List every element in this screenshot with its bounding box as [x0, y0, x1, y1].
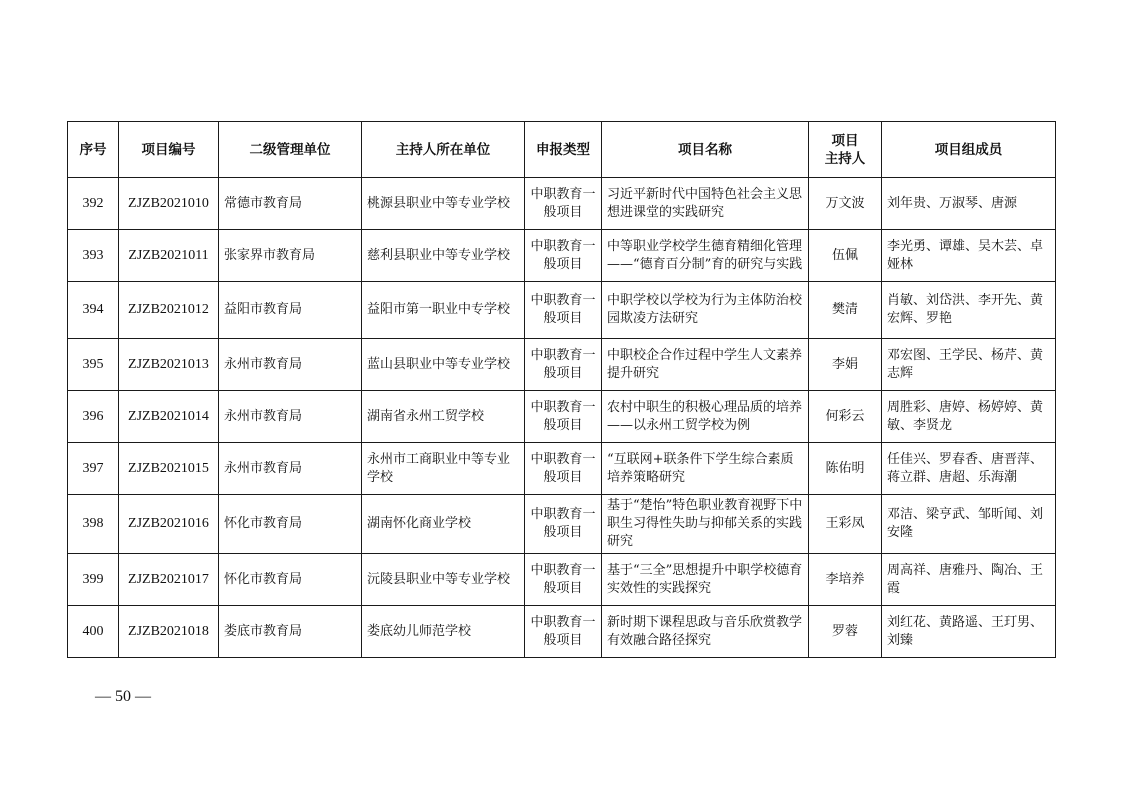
table-row — [68, 606, 1056, 658]
cell-host-unit: 桃源县职业中等专业学校 — [362, 178, 525, 230]
table-row — [68, 443, 1056, 495]
cell-unit: 永州市教育局 — [219, 391, 362, 443]
cell-no: 392 — [68, 178, 119, 230]
cell-members: 邓洁、梁亨武、邹昕闻、刘安隆 — [882, 495, 1056, 554]
cell-host-unit: 蓝山县职业中等专业学校 — [362, 339, 525, 391]
header-members: 项目组成员 — [882, 122, 1056, 178]
cell-host: 王彩凤 — [809, 495, 882, 554]
cell-code: ZJZB2021013 — [119, 339, 219, 391]
cell-type: 中职教育一般项目 — [525, 606, 602, 658]
cell-name: 中职校企合作过程中学生人文素养提升研究 — [602, 339, 809, 391]
cell-name: 基于“楚怡”特色职业教育视野下中职生习得性失助与抑郁关系的实践研究 — [602, 495, 809, 554]
cell-members: 周高祥、唐雅丹、陶冶、王霞 — [882, 554, 1056, 606]
cell-code: ZJZB2021014 — [119, 391, 219, 443]
cell-members: 任佳兴、罗春香、唐晋萍、蒋立群、唐超、乐海潮 — [882, 443, 1056, 495]
cell-no: 393 — [68, 230, 119, 282]
cell-unit: 娄底市教育局 — [219, 606, 362, 658]
header-host: 项目 主持人 — [809, 122, 882, 178]
page-number: — 50 — — [95, 688, 151, 705]
project-table — [67, 121, 1056, 658]
cell-no: 396 — [68, 391, 119, 443]
cell-code: ZJZB2021015 — [119, 443, 219, 495]
cell-type: 中职教育一般项目 — [525, 339, 602, 391]
table-row — [68, 339, 1056, 391]
cell-name: 农村中职生的积极心理品质的培养——以永州工贸学校为例 — [602, 391, 809, 443]
table-row — [68, 391, 1056, 443]
table-row — [68, 230, 1056, 282]
cell-unit: 张家界市教育局 — [219, 230, 362, 282]
table-header-row — [68, 122, 1056, 178]
header-name: 项目名称 — [602, 122, 809, 178]
table-row — [68, 282, 1056, 339]
cell-type: 中职教育一般项目 — [525, 554, 602, 606]
cell-host: 罗蓉 — [809, 606, 882, 658]
table-row — [68, 554, 1056, 606]
cell-unit: 怀化市教育局 — [219, 554, 362, 606]
cell-name: 中职学校以学校为行为主体防治校园欺凌方法研究 — [602, 282, 809, 339]
cell-type: 中职教育一般项目 — [525, 391, 602, 443]
cell-host-unit: 湖南怀化商业学校 — [362, 495, 525, 554]
cell-members: 刘年贵、万淑琴、唐源 — [882, 178, 1056, 230]
cell-host-unit: 慈利县职业中等专业学校 — [362, 230, 525, 282]
cell-name: 中等职业学校学生德育精细化管理——“德育百分制”育的研究与实践 — [602, 230, 809, 282]
cell-members: 肖敏、刘岱洪、李开先、黄宏辉、罗艳 — [882, 282, 1056, 339]
cell-host: 伍佩 — [809, 230, 882, 282]
cell-name: 新时期下课程思政与音乐欣赏教学有效融合路径探究 — [602, 606, 809, 658]
cell-type: 中职教育一般项目 — [525, 495, 602, 554]
cell-type: 中职教育一般项目 — [525, 230, 602, 282]
cell-host-unit: 益阳市第一职业中专学校 — [362, 282, 525, 339]
cell-no: 394 — [68, 282, 119, 339]
header-type: 申报类型 — [525, 122, 602, 178]
cell-name: 习近平新时代中国特色社会主义思想进课堂的实践研究 — [602, 178, 809, 230]
table-body — [68, 178, 1056, 658]
cell-host-unit: 沅陵县职业中等专业学校 — [362, 554, 525, 606]
cell-host: 李培养 — [809, 554, 882, 606]
cell-host: 樊清 — [809, 282, 882, 339]
header-unit: 二级管理单位 — [219, 122, 362, 178]
cell-type: 中职教育一般项目 — [525, 282, 602, 339]
cell-type: 中职教育一般项目 — [525, 178, 602, 230]
cell-no: 395 — [68, 339, 119, 391]
cell-no: 398 — [68, 495, 119, 554]
cell-code: ZJZB2021010 — [119, 178, 219, 230]
cell-unit: 益阳市教育局 — [219, 282, 362, 339]
cell-code: ZJZB2021012 — [119, 282, 219, 339]
cell-no: 397 — [68, 443, 119, 495]
cell-host: 陈佑明 — [809, 443, 882, 495]
cell-host-unit: 娄底幼儿师范学校 — [362, 606, 525, 658]
table-row — [68, 495, 1056, 554]
cell-host: 万文波 — [809, 178, 882, 230]
header-host-unit: 主持人所在单位 — [362, 122, 525, 178]
cell-code: ZJZB2021016 — [119, 495, 219, 554]
cell-no: 399 — [68, 554, 119, 606]
cell-no: 400 — [68, 606, 119, 658]
cell-members: 邓宏图、王学民、杨芹、黄志辉 — [882, 339, 1056, 391]
cell-unit: 永州市教育局 — [219, 443, 362, 495]
cell-name: 基于“三全”思想提升中职学校德育实效性的实践探究 — [602, 554, 809, 606]
cell-host-unit: 湖南省永州工贸学校 — [362, 391, 525, 443]
cell-name: “互联网+联条件下学生综合素质培养策略研究 — [602, 443, 809, 495]
cell-host-unit: 永州市工商职业中等专业学校 — [362, 443, 525, 495]
cell-unit: 怀化市教育局 — [219, 495, 362, 554]
cell-code: ZJZB2021011 — [119, 230, 219, 282]
cell-host: 李娟 — [809, 339, 882, 391]
cell-unit: 常德市教育局 — [219, 178, 362, 230]
cell-members: 李光勇、谭雄、吴木芸、卓娅林 — [882, 230, 1056, 282]
cell-code: ZJZB2021017 — [119, 554, 219, 606]
header-code: 项目编号 — [119, 122, 219, 178]
cell-host: 何彩云 — [809, 391, 882, 443]
cell-type: 中职教育一般项目 — [525, 443, 602, 495]
cell-code: ZJZB2021018 — [119, 606, 219, 658]
cell-unit: 永州市教育局 — [219, 339, 362, 391]
cell-members: 刘红花、黄路遥、王玎男、刘臻 — [882, 606, 1056, 658]
cell-members: 周胜彩、唐婷、杨婷婷、黄敏、李贤龙 — [882, 391, 1056, 443]
table-row — [68, 178, 1056, 230]
header-no: 序号 — [68, 122, 119, 178]
